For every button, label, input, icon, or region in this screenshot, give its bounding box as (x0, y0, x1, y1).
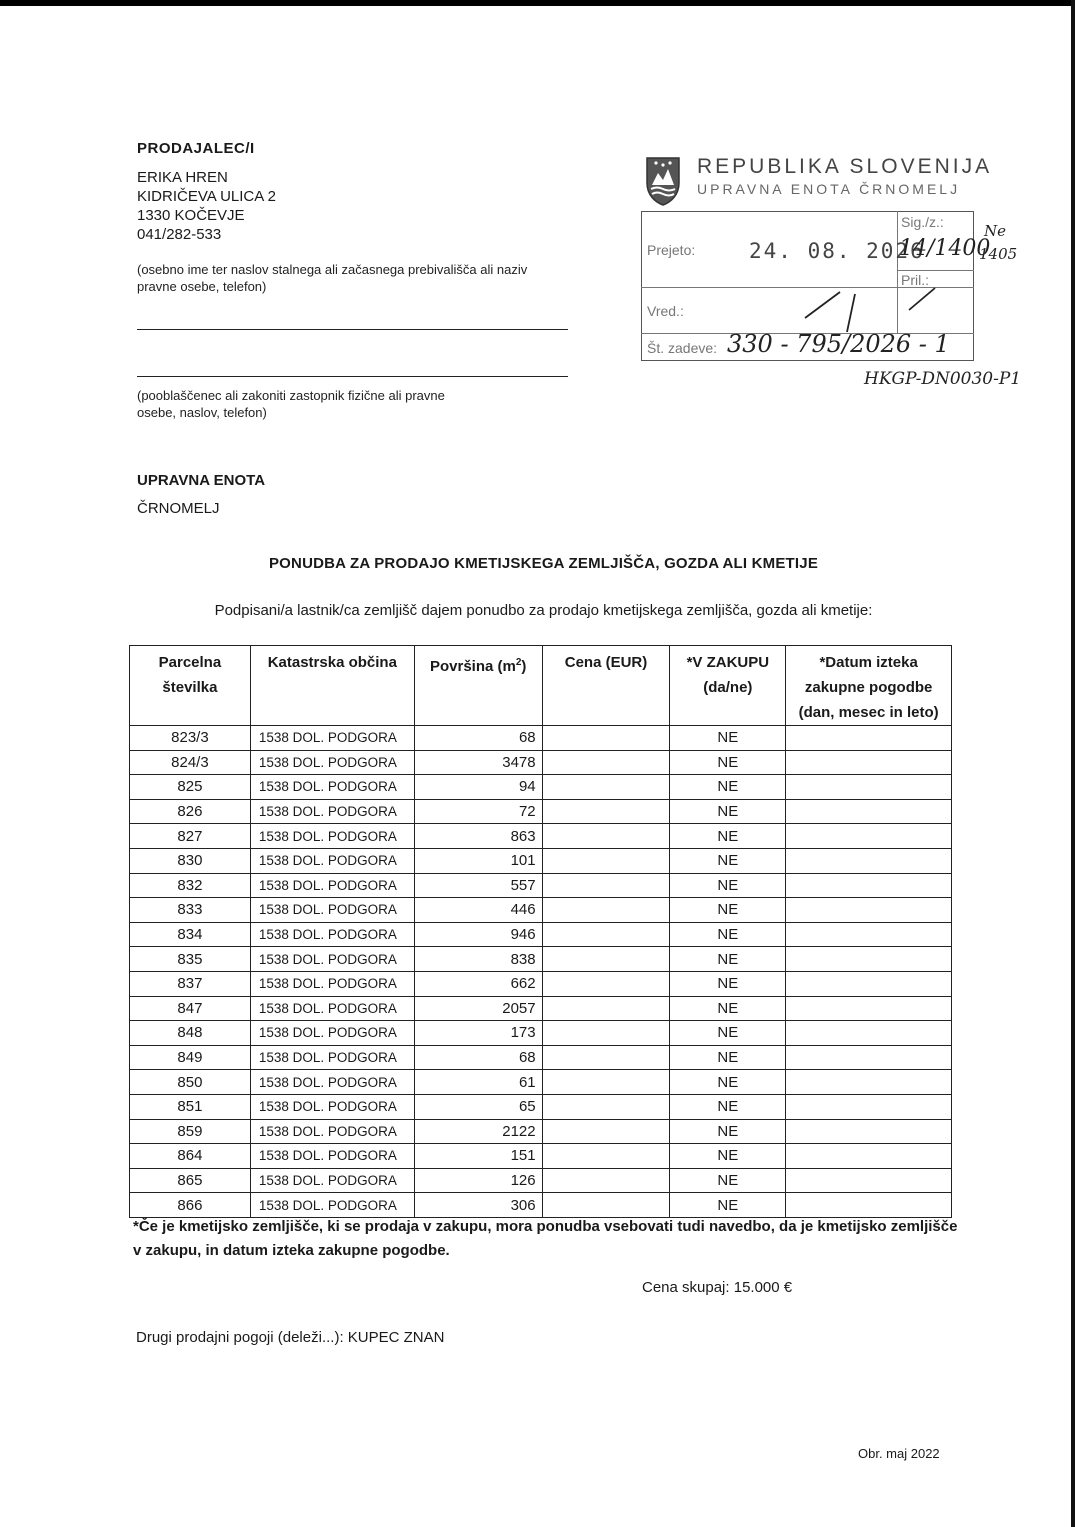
cell-lease-expiry (786, 922, 952, 947)
cell-cadastral-municipality: 1538 DOL. PODGORA (250, 898, 414, 923)
cell-lease-expiry (786, 750, 952, 775)
cell-area: 2122 (414, 1119, 542, 1144)
cell-parcel-number: 825 (130, 775, 251, 800)
cell-area: 662 (414, 971, 542, 996)
cell-cadastral-municipality: 1538 DOL. PODGORA (250, 824, 414, 849)
cell-price (542, 848, 670, 873)
table-row (130, 1070, 952, 1095)
cell-lease: NE (670, 1021, 786, 1046)
table-row (130, 947, 952, 972)
case-number-label: Št. zadeve: (647, 340, 718, 356)
cell-parcel-number: 826 (130, 799, 251, 824)
cell-area: 946 (414, 922, 542, 947)
cell-parcel-number: 851 (130, 1094, 251, 1119)
header-area: Površina $(m^2)$ (414, 646, 542, 726)
cell-area: 61 (414, 1070, 542, 1095)
cell-price (542, 1070, 670, 1095)
form-version: Obr. maj 2022 (858, 1446, 940, 1461)
handwritten-code: HKGP-DN0030-P1 (864, 369, 1022, 389)
table-row (130, 873, 952, 898)
other-sale-terms: Drugi prodajni pogoji (deleži...): KUPEC ZNAN (136, 1329, 445, 1346)
cell-lease-expiry (786, 971, 952, 996)
form-title: PONUDBA ZA PRODAJO KMETIJSKEGA ZEMLJIŠČA, GOZDA ALI KMETIJE (268, 555, 819, 572)
table-row (130, 750, 952, 775)
cell-area: 2057 (414, 996, 542, 1021)
cell-lease: NE (670, 922, 786, 947)
cell-cadastral-municipality: 1538 DOL. PODGORA (250, 922, 414, 947)
cell-price (542, 824, 670, 849)
cell-lease: NE (670, 1193, 786, 1218)
table-row (130, 898, 952, 923)
cell-parcel-number: 848 (130, 1021, 251, 1046)
cell-area: 557 (414, 873, 542, 898)
sig-label: Sig./z.: (901, 214, 944, 230)
table-row (130, 848, 952, 873)
cell-area: 151 (414, 1144, 542, 1169)
cell-cadastral-municipality: 1538 DOL. PODGORA (250, 726, 414, 751)
lease-footnote: *Če je kmetijsko zemljišče, ki se prodaja v zakupu, mora ponudba vsebovati tudi navedbo, da je kmetijsko zemljišče v zakupu, in datum izteka zakupne pogodbe. (133, 1218, 958, 1259)
representative-note: (pooblaščenec ali zakoniti zastopnik fizične ali pravne osebe, naslov, telefon) (137, 388, 445, 420)
cell-price (542, 750, 670, 775)
cell-price (542, 1193, 670, 1218)
cell-lease-expiry (786, 1168, 952, 1193)
cell-lease: NE (670, 898, 786, 923)
cell-price (542, 873, 670, 898)
received-date: 24. 08. 2026 (749, 239, 925, 263)
cell-lease-expiry (786, 1070, 952, 1095)
cell-lease: NE (670, 1144, 786, 1169)
table-row (130, 1193, 952, 1218)
table-row (130, 1119, 952, 1144)
cell-lease: NE (670, 947, 786, 972)
handwritten-strokes (800, 286, 870, 334)
cell-cadastral-municipality: 1538 DOL. PODGORA (250, 1070, 414, 1095)
cell-parcel-number: 850 (130, 1070, 251, 1095)
total-price: Cena skupaj: 15.000 € (642, 1279, 793, 1296)
cell-cadastral-municipality: 1538 DOL. PODGORA (250, 799, 414, 824)
cell-cadastral-municipality: 1538 DOL. PODGORA (250, 1144, 414, 1169)
cell-cadastral-municipality: 1538 DOL. PODGORA (250, 971, 414, 996)
header-lease-expiry: *Datum izteka zakupne pogodbe (dan, mesec in leto) (786, 646, 952, 726)
stamp-unit: UPRAVNA ENOTA ČRNOMELJ (697, 181, 961, 197)
cell-price (542, 898, 670, 923)
cell-parcel-number: 833 (130, 898, 251, 923)
scan-top-edge (0, 0, 1075, 6)
seller-name: ERIKA HREN (137, 169, 228, 186)
cell-price (542, 1144, 670, 1169)
cell-area: 65 (414, 1094, 542, 1119)
cell-lease: NE (670, 1094, 786, 1119)
cell-cadastral-municipality: 1538 DOL. PODGORA (250, 848, 414, 873)
representative-line-1 (137, 329, 568, 330)
stamp-divider (897, 270, 974, 271)
cell-lease-expiry (786, 1094, 952, 1119)
handwritten-sig-number: 14/1400 (899, 236, 991, 261)
cell-lease: NE (670, 971, 786, 996)
cell-parcel-number: 847 (130, 996, 251, 1021)
cell-parcel-number: 865 (130, 1168, 251, 1193)
cell-parcel-number: 837 (130, 971, 251, 996)
cell-cadastral-municipality: 1538 DOL. PODGORA (250, 1168, 414, 1193)
cell-cadastral-municipality: 1538 DOL. PODGORA (250, 1045, 414, 1070)
cell-lease-expiry (786, 898, 952, 923)
cell-price (542, 922, 670, 947)
seller-address-block (137, 168, 276, 244)
cell-area: 68 (414, 726, 542, 751)
cell-lease-expiry (786, 1144, 952, 1169)
cell-parcel-number: 849 (130, 1045, 251, 1070)
cell-lease: NE (670, 750, 786, 775)
cell-area: 101 (414, 848, 542, 873)
cell-price (542, 996, 670, 1021)
cell-cadastral-municipality: 1538 DOL. PODGORA (250, 947, 414, 972)
cell-lease: NE (670, 1045, 786, 1070)
cell-area: 3478 (414, 750, 542, 775)
cell-parcel-number: 859 (130, 1119, 251, 1144)
stamp-republic: REPUBLIKA SLOVENIJA (697, 155, 993, 178)
cell-lease: NE (670, 848, 786, 873)
received-label: Prejeto: (647, 242, 696, 258)
form-intro: Podpisani/a lastnik/ca zemljišč dajem ponudbo za prodajo kmetijskega zemljišča, gozda ali kmetije: (214, 602, 873, 619)
seller-note: (osebno ime ter naslov stalnega ali začasnega prebivališča ali naziv pravne osebe, telefon) (137, 262, 528, 294)
cell-lease-expiry (786, 824, 952, 849)
handwritten-note-top: Ne (984, 222, 1007, 240)
cell-price (542, 1045, 670, 1070)
table-row (130, 1144, 952, 1169)
cell-lease: NE (670, 1168, 786, 1193)
cell-lease-expiry (786, 726, 952, 751)
cell-parcel-number: 827 (130, 824, 251, 849)
attachment-label: Pril.: (901, 272, 929, 288)
cell-area: 72 (414, 799, 542, 824)
table-row (130, 1045, 952, 1070)
cell-price (542, 1094, 670, 1119)
cell-lease-expiry (786, 996, 952, 1021)
handwritten-note-bottom: 1405 (979, 245, 1018, 263)
cell-cadastral-municipality: 1538 DOL. PODGORA (250, 1193, 414, 1218)
seller-phone: 041/282-533 (137, 226, 222, 243)
representative-line-2 (137, 376, 568, 377)
cell-lease-expiry (786, 1119, 952, 1144)
cell-area: 306 (414, 1193, 542, 1218)
table-header-row (130, 646, 952, 726)
cell-cadastral-municipality: 1538 DOL. PODGORA (250, 996, 414, 1021)
header-parcel-number: Parcelna številka (130, 646, 251, 726)
cell-area: 838 (414, 947, 542, 972)
cell-parcel-number: 830 (130, 848, 251, 873)
cell-lease: NE (670, 1119, 786, 1144)
table-row (130, 726, 952, 751)
office-name: ČRNOMELJ (137, 500, 220, 517)
cell-lease-expiry (786, 799, 952, 824)
header-cadastral-municipality: Katastrska občina (250, 646, 414, 726)
cell-cadastral-municipality: 1538 DOL. PODGORA (250, 1119, 414, 1144)
stamp-divider (897, 211, 898, 333)
handwritten-case-number: 330 - 795/2026 - 1 (727, 330, 950, 358)
cell-parcel-number: 832 (130, 873, 251, 898)
cell-price (542, 1168, 670, 1193)
cell-lease: NE (670, 1070, 786, 1095)
cell-lease: NE (670, 799, 786, 824)
cell-lease-expiry (786, 848, 952, 873)
cell-lease-expiry (786, 1021, 952, 1046)
table-row (130, 824, 952, 849)
header-price: Cena (EUR) (542, 646, 670, 726)
seller-street: KIDRIČEVA ULICA 2 (137, 188, 276, 205)
cell-cadastral-municipality: 1538 DOL. PODGORA (250, 873, 414, 898)
cell-price (542, 799, 670, 824)
cell-cadastral-municipality: 1538 DOL. PODGORA (250, 775, 414, 800)
table-row (130, 1168, 952, 1193)
cell-lease: NE (670, 726, 786, 751)
cell-cadastral-municipality: 1538 DOL. PODGORA (250, 1094, 414, 1119)
cell-price (542, 726, 670, 751)
cell-lease: NE (670, 873, 786, 898)
office-heading: UPRAVNA ENOTA (137, 472, 266, 489)
scan-right-edge (1071, 0, 1075, 1527)
cell-lease: NE (670, 775, 786, 800)
cell-price (542, 947, 670, 972)
seller-heading: PRODAJALEC/I (137, 140, 255, 157)
cell-area: 173 (414, 1021, 542, 1046)
cell-area: 446 (414, 898, 542, 923)
cell-lease-expiry (786, 947, 952, 972)
cell-cadastral-municipality: 1538 DOL. PODGORA (250, 750, 414, 775)
cell-cadastral-municipality: 1538 DOL. PODGORA (250, 1021, 414, 1046)
cell-parcel-number: 834 (130, 922, 251, 947)
cell-area: 68 (414, 1045, 542, 1070)
seller-city: 1330 KOČEVJE (137, 207, 245, 224)
cell-parcel-number: 866 (130, 1193, 251, 1218)
cell-lease-expiry (786, 775, 952, 800)
cell-price (542, 1119, 670, 1144)
cell-parcel-number: 824/3 (130, 750, 251, 775)
cell-parcel-number: 835 (130, 947, 251, 972)
table-row (130, 775, 952, 800)
cell-area: 94 (414, 775, 542, 800)
cell-price (542, 775, 670, 800)
cell-parcel-number: 864 (130, 1144, 251, 1169)
cell-lease-expiry (786, 1193, 952, 1218)
table-row (130, 799, 952, 824)
cell-lease: NE (670, 996, 786, 1021)
header-lease: *V ZAKUPU (da/ne) (670, 646, 786, 726)
parcels-table (129, 645, 952, 1218)
table-row (130, 971, 952, 996)
table-row (130, 996, 952, 1021)
cell-area: 126 (414, 1168, 542, 1193)
cell-price (542, 971, 670, 996)
table-row (130, 922, 952, 947)
value-label: Vred.: (647, 303, 684, 319)
table-row (130, 1094, 952, 1119)
coat-of-arms-icon (643, 155, 683, 207)
table-row (130, 1021, 952, 1046)
cell-lease-expiry (786, 873, 952, 898)
cell-lease: NE (670, 824, 786, 849)
cell-price (542, 1021, 670, 1046)
cell-lease-expiry (786, 1045, 952, 1070)
cell-area: 863 (414, 824, 542, 849)
cell-parcel-number: 823/3 (130, 726, 251, 751)
handwritten-stroke-attach (905, 284, 941, 314)
